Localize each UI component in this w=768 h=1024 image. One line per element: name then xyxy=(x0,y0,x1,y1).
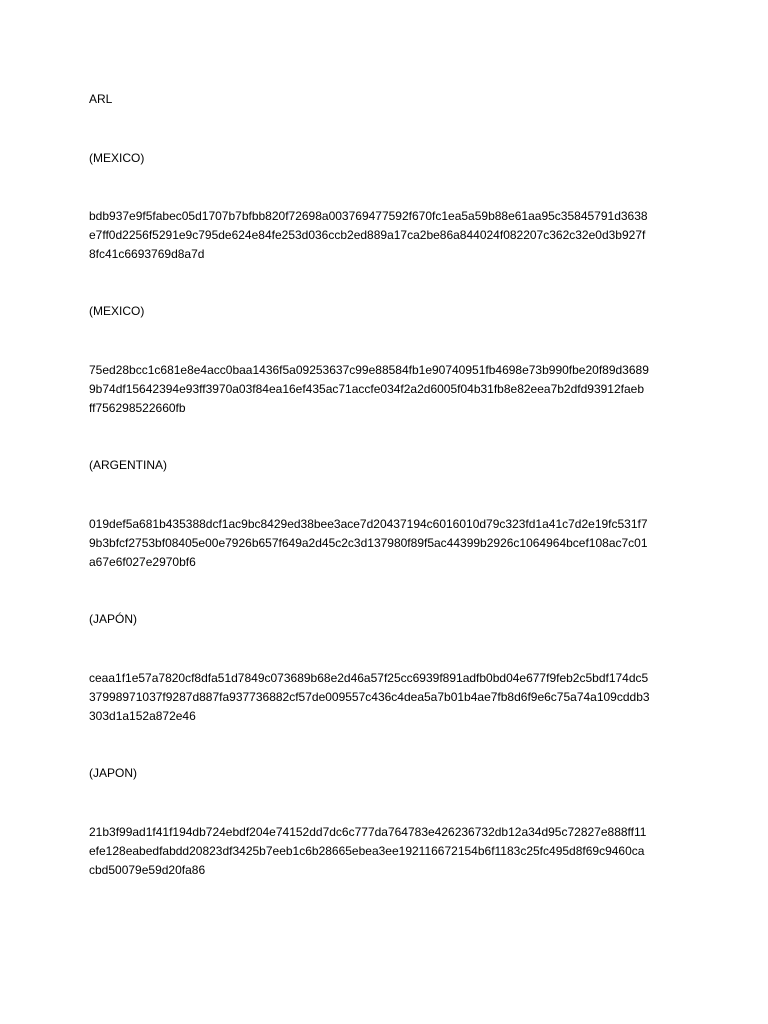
hash-line: 303d1a152a872e46 xyxy=(89,709,196,723)
hash-line: a67e6f027e2970bf6 xyxy=(89,555,196,569)
hash-line: 019def5a681b435388dcf1ac9bc8429ed38bee3ace7d20437194c6016010d79c323fd1a41c7d2e19fc531f7 xyxy=(89,517,648,531)
entry-2-hash xyxy=(89,361,689,418)
hash-line: 9b74df15642394e93ff3970a03f84ea16ef435ac71accfe034f2a2d6005f04b31fb8e82eea7b2dfd93912faeb xyxy=(89,382,644,396)
entry-5-hash xyxy=(89,823,689,880)
document-heading: ARL xyxy=(89,92,113,106)
hash-line: efe128eabedfabdd20823df3425b7eeb1c6b28665ebea3ee192116672154b6f1183c25fc495d8f69c9460ca xyxy=(89,844,645,858)
hash-line: 37998971037f9287d887fa937736882cf57de009557c436c4dea5a7b01b4ae7fb8d6f9e6c75a74a109cddb3 xyxy=(89,690,650,704)
hash-line: 75ed28bcc1c681e8e4acc0baa1436f5a09253637c99e88584fb1e90740951fb4698e73b990fbe20f89d3689 xyxy=(89,363,649,377)
entry-1-label: (MEXICO) xyxy=(89,151,145,165)
hash-line: cbd50079e59d20fa86 xyxy=(89,863,206,877)
hash-line: bdb937e9f5fabec05d1707b7bfbb820f72698a003769477592f670fc1ea5a59b88e61aa95c35845791d3638 xyxy=(89,209,648,223)
hash-line: e7ff0d2256f5291e9c795de624e84fe253d036ccb2ed889a17ca2be86a844024f082207c362c32e0d3b927f xyxy=(89,228,646,242)
hash-line: ff756298522660fb xyxy=(89,401,186,415)
hash-line: ceaa1f1e57a7820cf8dfa51d7849c073689b68e2d46a57f25cc6939f891adfb0bd04e677f9feb2c5bdf174dc5 xyxy=(89,671,649,685)
hash-line: 8fc41c6693769d8a7d xyxy=(89,247,205,261)
entry-5-label: (JAPON) xyxy=(89,766,137,780)
entry-4-label: (JAPÓN) xyxy=(89,612,137,626)
entry-3-hash xyxy=(89,515,689,572)
entry-2-label: (MEXICO) xyxy=(89,304,145,318)
entry-4-hash xyxy=(89,669,689,726)
hash-line: 9b3bfcf2753bf08405e00e7926b657f649a2d45c2c3d137980f89f5ac44399b2926c1064964bcef108ac7c01 xyxy=(89,536,648,550)
hash-line: 21b3f99ad1f41f194db724ebdf204e74152dd7dc6c777da764783e426236732db12a34d95c72827e888ff11 xyxy=(89,825,647,839)
entry-3-label: (ARGENTINA) xyxy=(89,458,167,472)
entry-1-hash xyxy=(89,207,689,264)
